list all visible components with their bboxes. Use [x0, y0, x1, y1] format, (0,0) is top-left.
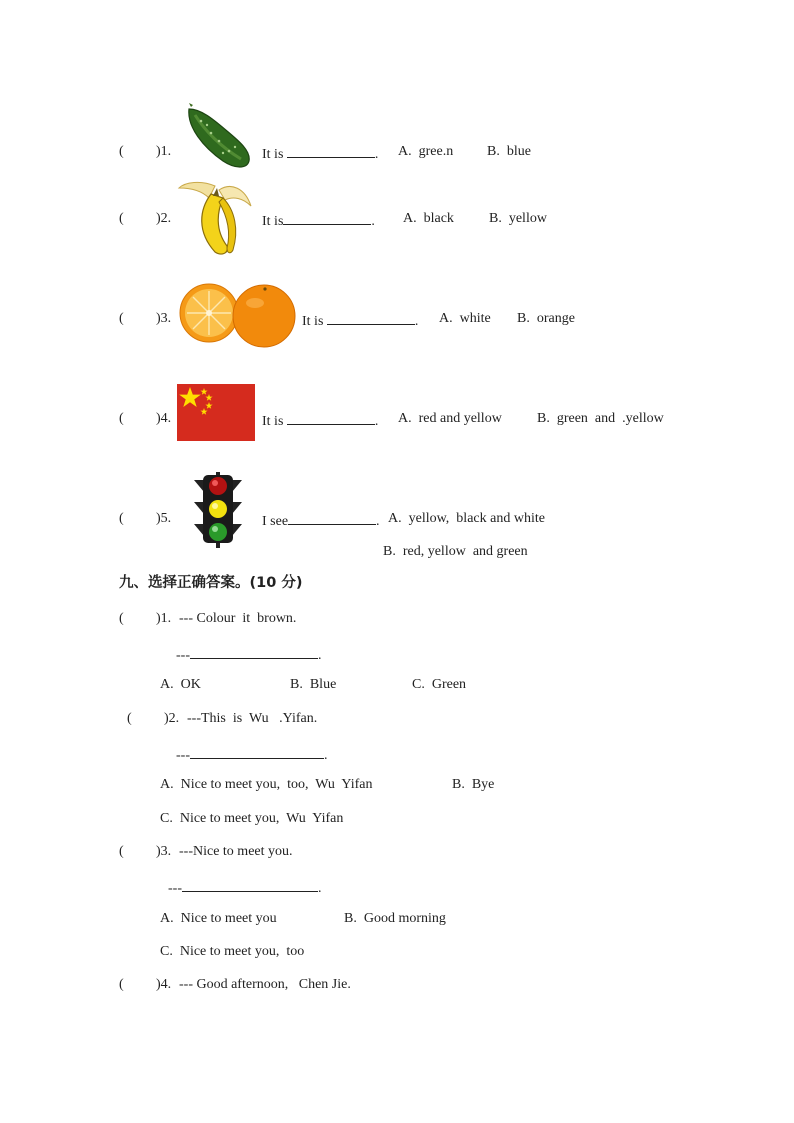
item-number: )4.	[156, 411, 172, 426]
option-b[interactable]: B. Blue	[290, 677, 337, 692]
option-c[interactable]: C. Nice to meet you, Wu Yifan	[160, 811, 344, 826]
answer-paren: (	[119, 211, 124, 226]
response-line: --- .	[176, 748, 328, 763]
option-a[interactable]: A. OK	[160, 677, 201, 692]
response-line: --- .	[168, 881, 322, 896]
option-b[interactable]: B. Good morning	[344, 911, 446, 926]
question-text: --- Colour it brown.	[179, 611, 297, 626]
answer-blank[interactable]	[190, 746, 324, 759]
option-c[interactable]: C. Nice to meet you, too	[160, 944, 305, 959]
answer-paren: (	[119, 411, 124, 426]
option-b[interactable]: B. Bye	[452, 777, 495, 792]
answer-blank[interactable]	[182, 879, 318, 892]
option-b[interactable]: B. orange	[517, 311, 575, 326]
item-number: )1.	[156, 144, 172, 159]
question-number: )1.	[156, 611, 172, 626]
option-a[interactable]: A. gree.n	[398, 144, 454, 159]
china-flag-icon	[177, 384, 255, 441]
question-text: --- Good afternoon, Chen Jie.	[179, 977, 351, 992]
answer-paren: (	[119, 844, 124, 859]
option-a[interactable]: A. Nice to meet you	[160, 911, 277, 926]
item-prompt: It is .	[262, 214, 375, 229]
option-a[interactable]: A. red and yellow	[398, 411, 502, 426]
answer-blank[interactable]	[190, 646, 318, 659]
answer-blank[interactable]	[287, 145, 375, 158]
item-number: )5.	[156, 511, 172, 526]
answer-blank[interactable]	[287, 412, 375, 425]
question-number: )2.	[164, 711, 180, 726]
option-a[interactable]: A. Nice to meet you, too, Wu Yifan	[160, 777, 373, 792]
answer-blank[interactable]	[288, 512, 376, 525]
item-prompt: It is .	[262, 147, 379, 162]
option-b[interactable]: B. red, yellow and green	[383, 544, 528, 559]
cucumber-icon	[183, 103, 253, 171]
option-b[interactable]: B. blue	[487, 144, 531, 159]
item-number: )2.	[156, 211, 172, 226]
answer-paren: (	[119, 511, 124, 526]
answer-blank[interactable]	[283, 212, 371, 225]
question-text: ---This is Wu .Yifan.	[187, 711, 318, 726]
item-prompt: It is .	[302, 314, 419, 329]
option-a[interactable]: A. white	[439, 311, 491, 326]
answer-paren: (	[119, 311, 124, 326]
question-number: )3.	[156, 844, 172, 859]
option-a[interactable]: A. yellow, black and white	[388, 511, 545, 526]
section-title: 九、选择正确答案。(10 分)	[119, 575, 303, 591]
orange-icon	[179, 281, 297, 349]
question-number: )4.	[156, 977, 172, 992]
answer-paren: (	[127, 711, 132, 726]
answer-paren: (	[119, 144, 124, 159]
question-text: ---Nice to meet you.	[179, 844, 293, 859]
response-line: --- .	[176, 648, 322, 663]
banana-icon	[175, 176, 255, 256]
option-b[interactable]: B. green and .yellow	[537, 411, 664, 426]
item-prompt: I see .	[262, 514, 380, 529]
answer-paren: (	[119, 977, 124, 992]
option-b[interactable]: B. yellow	[489, 211, 547, 226]
item-number: )3.	[156, 311, 172, 326]
traffic-light-icon	[194, 472, 242, 548]
item-prompt: It is .	[262, 414, 379, 429]
answer-paren: (	[119, 611, 124, 626]
answer-blank[interactable]	[327, 312, 415, 325]
option-c[interactable]: C. Green	[412, 677, 467, 692]
option-a[interactable]: A. black	[403, 211, 454, 226]
